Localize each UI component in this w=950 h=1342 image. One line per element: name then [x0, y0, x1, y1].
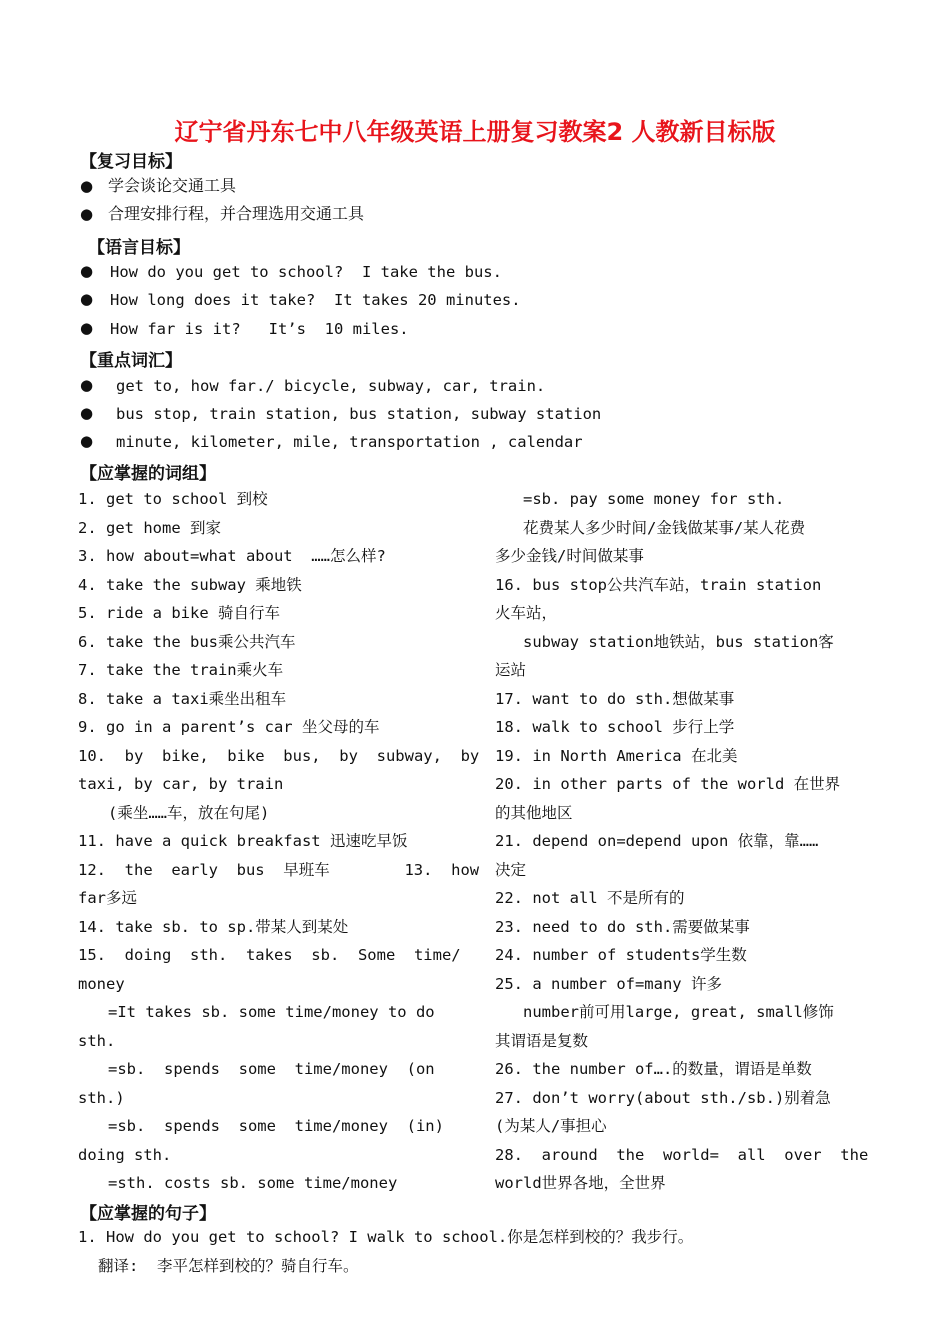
phrase-line: sth. [78, 1031, 116, 1050]
sentences-heading: 【应掌握的句子】 [80, 1204, 216, 1224]
phrase-line: 22. not all 不是所有的 [495, 889, 685, 907]
phrase-line: 21. depend on=depend upon 依靠，靠…… [495, 832, 819, 850]
phrase-line: 5. ride a bike 骑自行车 [78, 604, 280, 622]
phrase-line: 26. the number of….的数量，谓语是单数 [495, 1060, 812, 1078]
phrase-line: 多少金钱/时间做某事 [495, 547, 644, 565]
sentence-line: 翻译: 李平怎样到校的？骑自行车。 [98, 1257, 359, 1275]
phrase-line: 14. take sb. to sp.带某人到某处 [78, 917, 349, 936]
document-title: 辽宁省丹东七中八年级英语上册复习教案2 人教新目标版 [174, 118, 776, 146]
key-vocab-item: minute, kilometer, mile, transportation , calendar [116, 433, 583, 451]
phrase-line: doing sth. [78, 1145, 172, 1164]
language-goal-item: How do you get to school? I take the bus. [110, 263, 502, 281]
phrase-line: =sb. spends some time/money (on [108, 1060, 435, 1078]
phrase-line: (为某人/事担心 [495, 1117, 607, 1135]
phrase-line: number前可用large, great, small修饰 [523, 1003, 834, 1021]
language-goals-heading: 【语言目标】 [88, 238, 190, 258]
phrase-line: 25. a number of=many 许多 [495, 974, 722, 993]
review-goal-item: 合理安排行程，并合理选用交通工具 [108, 204, 365, 223]
phrase-line: 决定 [495, 860, 527, 879]
phrase-line: 19. in North America 在北美 [495, 746, 738, 765]
phrase-line: 16. bus stop公共汽车站，train station [495, 575, 822, 594]
phrase-line: 3. how about=what about ……怎么样? [78, 547, 386, 565]
review-goal-item: 学会谈论交通工具 [108, 176, 237, 195]
bullet-icon: ● [80, 404, 94, 422]
bullet-icon: ● [80, 205, 94, 223]
phrase-line: 8. take a taxi乘坐出租车 [78, 689, 287, 708]
phrase-line: 4. take the subway 乘地铁 [78, 575, 302, 594]
phrase-line: 17. want to do sth.想做某事 [495, 689, 735, 708]
phrase-line: 7. take the train乘火车 [78, 661, 284, 679]
phrase-line: 18. walk to school 步行上学 [495, 718, 735, 736]
phrase-line: =It takes sb. some time/money to do [108, 1003, 435, 1021]
phrase-line: sth.) [78, 1088, 125, 1107]
bullet-icon: ● [80, 376, 94, 394]
phrase-line: taxi, by car, by train [78, 775, 284, 793]
phrase-line: world世界各地，全世界 [495, 1174, 666, 1192]
key-vocab-heading: 【重点词汇】 [80, 351, 182, 371]
key-vocab-item: bus stop, train station, bus station, subway station [116, 405, 602, 423]
phrase-line: 2. get home 到家 [78, 518, 221, 537]
phrase-line: 27. don’t worry(about sth./sb.)别着急 [495, 1088, 831, 1107]
phrase-line: (乘坐……车，放在句尾) [108, 803, 270, 822]
phrase-line: 运站 [495, 661, 527, 679]
phrase-line: 火车站， [495, 604, 558, 622]
bullet-icon: ● [80, 177, 94, 195]
phrase-line: 24. number of students学生数 [495, 946, 747, 964]
bullet-icon: ● [80, 319, 94, 337]
phrase-line: 1. get to school 到校 [78, 490, 268, 508]
phrase-line: 的其他地区 [495, 803, 573, 822]
bullet-icon: ● [80, 290, 94, 308]
phrase-line: 23. need to do sth.需要做某事 [495, 917, 750, 936]
phrase-line: 28. around the world= all over the [495, 1145, 869, 1164]
phrase-line: 6. take the bus乘公共汽车 [78, 632, 296, 651]
review-goals-heading: 【复习目标】 [80, 152, 182, 172]
key-vocab-item: get to, how far./ bicycle, subway, car, train. [116, 377, 546, 395]
phrase-line: 10. by bike, bike bus, by subway, by [78, 746, 480, 765]
phrase-line: subway station地铁站，bus station客 [523, 632, 834, 651]
sentence-line: 1. How do you get to school? I walk to school.你是怎样到校的？我步行。 [78, 1228, 694, 1246]
phrase-line: 12. the early bus 早班车 13. how [78, 860, 480, 879]
phrase-line: 20. in other parts of the world 在世界 [495, 775, 841, 793]
language-goal-item: How far is it? It’s 10 miles. [110, 320, 409, 338]
phrases-heading: 【应掌握的词组】 [80, 464, 216, 484]
phrase-line: 15. doing sth. takes sb. Some time/ [78, 946, 461, 964]
phrase-line: 其谓语是复数 [495, 1031, 589, 1050]
phrase-line: far多远 [78, 889, 137, 907]
bullet-icon: ● [80, 262, 94, 280]
phrase-line: 9. go in a parent’s car 坐父母的车 [78, 718, 380, 736]
language-goal-item: How long does it take? It takes 20 minutes. [110, 291, 521, 309]
bullet-icon: ● [80, 432, 94, 450]
phrase-line: 花费某人多少时间/金钱做某事/某人花费 [523, 518, 806, 537]
phrase-line: =sb. spends some time/money (in) [108, 1117, 444, 1135]
phrase-line: 11. have a quick breakfast 迅速吃早饭 [78, 832, 408, 850]
phrase-line: =sth. costs sb. some time/money [108, 1174, 398, 1192]
phrase-line: =sb. pay some money for sth. [523, 490, 785, 508]
phrase-line: money [78, 974, 125, 993]
